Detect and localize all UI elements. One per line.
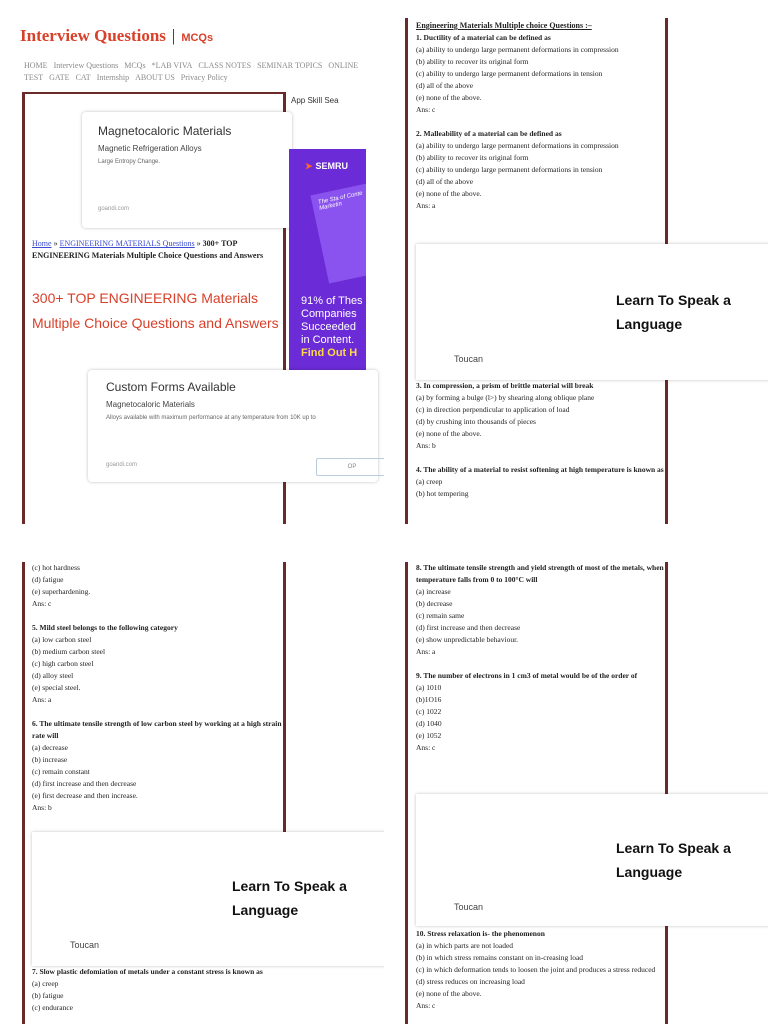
option: (b) ability to recover its original form (416, 57, 529, 66)
toucan-brand: Toucan (454, 354, 484, 364)
question: 7. Slow plastic defomiation of metals under a constant stress is known as (32, 967, 263, 976)
option: (c) 1022 (416, 707, 442, 716)
option: (e) show unpredictable behaviour. (416, 635, 519, 644)
option: (b) fatigue (32, 991, 64, 1000)
toucan-headline: Learn To Speak a Language (232, 878, 347, 918)
question: 10. Stress relaxation is- the phenomenon (416, 929, 545, 938)
option: (b) increase (32, 755, 68, 764)
question: 5. Mild steel belongs to the following category (32, 623, 178, 632)
option: (e) none of the above. (416, 429, 482, 438)
answer: Ans: a (416, 201, 436, 210)
breadcrumb-category-link[interactable]: ENGINEERING MATERIALS Questions (59, 239, 195, 248)
option: (c) remain constant (32, 767, 90, 776)
breadcrumb-sep: » (196, 239, 201, 248)
ad-toucan[interactable] (32, 832, 384, 966)
option: (d) alloy steel (32, 671, 74, 680)
option: (b) in which stress remains constant on in-creasing load (416, 953, 584, 962)
section-heading: Engineering Materials Multiple choice Questions :– (416, 21, 592, 30)
question: 3. In compression, a prism of brittle material will break (416, 381, 594, 390)
frame-right-rule (283, 562, 286, 832)
option: (e) none of the above. (416, 93, 482, 102)
answer: Ans: c (32, 599, 52, 608)
option: (d) first increase and then decrease (32, 779, 137, 788)
semrush-logo (305, 161, 348, 172)
ad-title: Magnetocaloric Materials (98, 124, 232, 138)
option: (a) low carbon steel (32, 635, 92, 644)
page-4 (392, 556, 768, 1024)
question: 9. The number of electrons in 1 cm3 of metal would be of the order of (416, 671, 638, 680)
semrush-headline (301, 295, 363, 360)
option: (e) superhardening. (32, 587, 91, 596)
option: (c) remain same (416, 611, 465, 620)
semrush-line-2: Companies (301, 308, 357, 320)
nav-class-notes[interactable]: CLASS NOTES (198, 61, 252, 70)
ad-toucan[interactable] (416, 794, 768, 926)
questions-block (32, 966, 282, 1014)
option: (d) stress reduces on increasing load (416, 977, 525, 986)
answer: Ans: b (32, 803, 52, 812)
option: (a) decrease (32, 743, 69, 752)
option: (c) endurance (32, 1003, 74, 1012)
nav-privacy-policy[interactable]: Privacy Policy (180, 73, 228, 82)
option: (a) creep (32, 979, 59, 988)
nav-interview-questions[interactable]: Interview Questions (53, 61, 119, 70)
semrush-line-3: Succeeded (301, 321, 357, 333)
option: (c) in direction perpendicular to application of load (416, 405, 570, 414)
mcqs-link[interactable]: MCQs (181, 32, 214, 44)
frame-left-rule (405, 18, 408, 524)
questions-block (416, 562, 666, 754)
page-3 (0, 556, 384, 1024)
nav-lab-viva[interactable]: *LAB VIVA (151, 61, 193, 70)
option: (d) first increase and then decrease (416, 623, 521, 632)
option: (d) by crushing into thousands of pieces (416, 417, 536, 426)
option: (b) decrease (416, 599, 453, 608)
ad-magnetocaloric[interactable] (82, 112, 292, 228)
ad-domain: goandi.com (106, 462, 138, 468)
breadcrumb-home-link[interactable]: Home (32, 239, 52, 248)
breadcrumb-current: 300+ TOP ENGINEERING Materials Multiple Choice Questions and Answers (32, 239, 264, 260)
frame-left-rule (22, 562, 25, 1024)
option: (c) hot hardness (32, 563, 80, 572)
option: (a) ability to undergo large permanent deformations in compression (416, 141, 619, 150)
questions-block (32, 562, 282, 814)
option: (e) 1052 (416, 731, 442, 740)
ad-open-button[interactable]: OP (316, 458, 384, 476)
option: (c) ability to undergo large permanent deformations in tension (416, 69, 603, 78)
option: (b) medium carbon steel (32, 647, 106, 656)
page-title: 300+ TOP ENGINEERING Materials Multiple Choice Questions and Answers (32, 290, 279, 331)
option: (d) all of the above (416, 81, 474, 90)
nav-seminar-topics[interactable]: SEMINAR TOPICS (257, 61, 323, 70)
option: (e) none of the above. (416, 989, 482, 998)
answer: Ans: b (416, 441, 436, 450)
nav-internship[interactable]: Internship (96, 73, 130, 82)
option: (e) none of the above. (416, 189, 482, 198)
semrush-brand: SEMRU (315, 161, 349, 171)
question: 1. Ductility of a material can be defined as (416, 33, 551, 42)
question: 2. Malleability of a material can be defined as (416, 129, 562, 138)
ad-domain: goandi.com (98, 206, 130, 212)
site-title-text[interactable]: Interview Questions (20, 26, 166, 45)
ad-subtitle: Magnetocaloric Materials (106, 400, 195, 409)
page-1-header (0, 0, 384, 540)
question: 8. The ultimate tensile strength and yield strength of most of the metals, when temperature falls from 0 to 100°C will (416, 563, 664, 584)
sidebar-cut-text: App Skill Sea (291, 96, 339, 105)
option: (b)1O16 (416, 695, 442, 704)
semrush-line-1: 91% of Thes (301, 295, 363, 307)
questions-block (416, 380, 666, 500)
breadcrumb-sep: » (53, 239, 58, 248)
answer: Ans: a (416, 647, 436, 656)
option: (a) 1010 (416, 683, 442, 692)
toucan-brand: Toucan (70, 940, 100, 950)
option: (e) first decrease and then increase. (32, 791, 138, 800)
nav-online-test[interactable]: ONLINE TEST (24, 61, 359, 82)
nav-mcqs[interactable]: MCQs (124, 61, 146, 70)
nav-gate[interactable]: GATE (49, 73, 70, 82)
title-separator: | (171, 26, 176, 45)
nav-about-us[interactable]: ABOUT US (135, 73, 175, 82)
option: (b) ability to recover its original form (416, 153, 529, 162)
option: (d) all of the above (416, 177, 474, 186)
answer: Ans: c (416, 1001, 436, 1010)
questions-block (416, 20, 666, 212)
toucan-brand: Toucan (454, 902, 484, 912)
option: (b) hot tempering (416, 489, 469, 498)
question: 4. The ability of a material to resist softening at high temperature is known as (416, 465, 664, 474)
ad-toucan[interactable] (416, 244, 768, 380)
answer: Ans: c (416, 105, 436, 114)
toucan-headline: Learn To Speak a Language (616, 840, 731, 880)
option: (c) ability to undergo large permanent deformations in tension (416, 165, 603, 174)
nav-cat[interactable]: CAT (75, 73, 91, 82)
option: (a) increase (416, 587, 451, 596)
nav-home[interactable]: HOME (24, 61, 48, 70)
option: (c) in which deformation tends to loosen the joint and produces a stress reduced (416, 965, 656, 974)
ad-title: Custom Forms Available (106, 380, 236, 394)
ad-description: Alloys available with maximum performance at any temperature from 10K up to (106, 415, 316, 421)
main-nav (24, 60, 364, 84)
page-2 (392, 0, 768, 540)
ad-semrush[interactable] (289, 149, 366, 401)
ad-custom-forms[interactable] (88, 370, 378, 482)
semrush-cta[interactable]: Find Out H (301, 347, 358, 359)
frame-left-rule (405, 562, 408, 1024)
semrush-book-image: The Sta of Conte Marketin (310, 180, 366, 283)
frame-top-rule (22, 92, 286, 94)
semrush-fire-icon: ➤ (305, 161, 313, 171)
option: (c) high carbon steel (32, 659, 94, 668)
question: 6. The ultimate tensile strength of low carbon steel by working at a high strain rate will (32, 719, 282, 740)
option: (a) by forming a bulge (l>) by shearing along oblique plane (416, 393, 595, 402)
answer: Ans: c (416, 743, 436, 752)
option: (e) special steel. (32, 683, 81, 692)
answer: Ans: a (32, 695, 52, 704)
option: (a) in which parts are not loaded (416, 941, 514, 950)
toucan-headline: Learn To Speak a Language (616, 292, 731, 332)
ad-description: Large Entropy Change. (98, 159, 161, 165)
breadcrumb (32, 238, 282, 262)
frame-left-rule (22, 92, 25, 524)
option: (a) creep (416, 477, 443, 486)
questions-block (416, 928, 666, 1012)
option: (a) ability to undergo large permanent deformations in compression (416, 45, 619, 54)
option: (d) 1040 (416, 719, 442, 728)
site-title[interactable] (20, 26, 213, 46)
ad-subtitle: Magnetic Refrigeration Alloys (98, 144, 202, 153)
option: (d) fatigue (32, 575, 64, 584)
semrush-line-4: in Content. (301, 334, 355, 346)
